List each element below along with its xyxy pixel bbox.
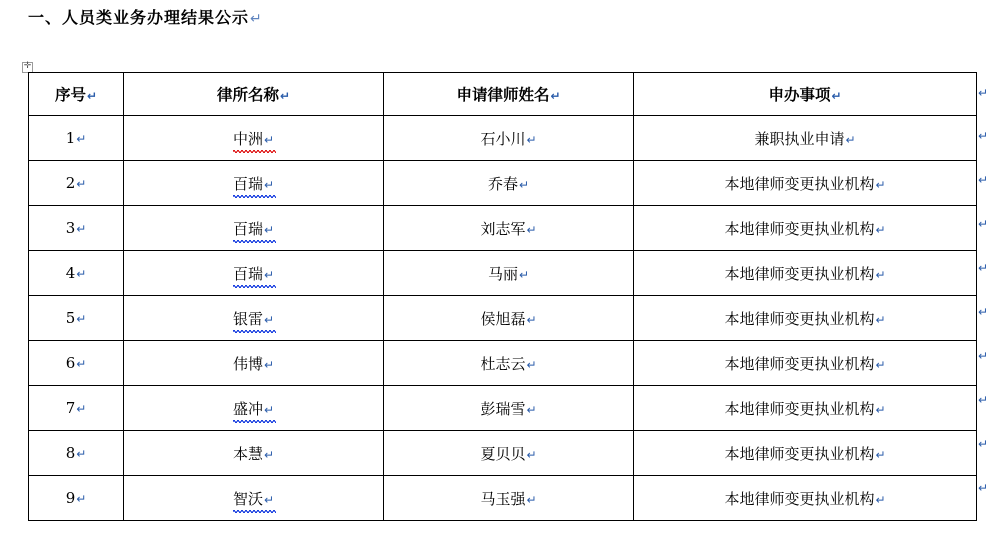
table-row xyxy=(29,296,977,341)
column-header-seq: 序号↵ xyxy=(29,73,124,116)
table-row xyxy=(29,386,977,431)
row-end-mark: ↵ xyxy=(978,437,989,451)
row-end-mark: ↵ xyxy=(978,481,989,495)
cell-item: 本地律师变更执业机构↵ xyxy=(634,341,977,386)
column-header-lawyer: 申请律师姓名↵ xyxy=(384,73,634,116)
row-end-mark: ↵ xyxy=(978,86,989,100)
cell-item: 本地律师变更执业机构↵ xyxy=(634,386,977,431)
cell-seq: 2↵ xyxy=(29,161,124,206)
cell-lawyer: 刘志军↵ xyxy=(384,206,634,251)
cell-firm: 百瑞↵ xyxy=(124,206,384,251)
cell-firm: 中洲↵ xyxy=(124,116,384,161)
column-header-firm: 律所名称↵ xyxy=(124,73,384,116)
results-table-container xyxy=(28,72,976,521)
cell-seq: 8↵ xyxy=(29,431,124,476)
cell-lawyer: 乔春↵ xyxy=(384,161,634,206)
row-end-mark: ↵ xyxy=(978,261,989,275)
cell-lawyer: 马玉强↵ xyxy=(384,476,634,521)
cell-item: 本地律师变更执业机构↵ xyxy=(634,251,977,296)
row-end-mark: ↵ xyxy=(978,129,989,143)
row-end-mark: ↵ xyxy=(978,349,989,363)
table-row xyxy=(29,206,977,251)
cell-item: 本地律师变更执业机构↵ xyxy=(634,206,977,251)
cell-seq: 5↵ xyxy=(29,296,124,341)
cell-firm: 本慧↵ xyxy=(124,431,384,476)
column-header-item: 申办事项↵ xyxy=(634,73,977,116)
row-end-mark: ↵ xyxy=(978,173,989,187)
row-end-mark: ↵ xyxy=(978,305,989,319)
cell-seq: 6↵ xyxy=(29,341,124,386)
cell-firm: 盛冲↵ xyxy=(124,386,384,431)
cell-lawyer: 侯旭磊↵ xyxy=(384,296,634,341)
cell-item: 本地律师变更执业机构↵ xyxy=(634,476,977,521)
table-row xyxy=(29,161,977,206)
cell-item: 本地律师变更执业机构↵ xyxy=(634,161,977,206)
cell-item: 本地律师变更执业机构↵ xyxy=(634,296,977,341)
table-row xyxy=(29,116,977,161)
table-row xyxy=(29,476,977,521)
row-end-marks xyxy=(978,72,1002,510)
cell-lawyer: 彭瑞雪↵ xyxy=(384,386,634,431)
table-body xyxy=(29,116,977,521)
cell-firm: 银雷↵ xyxy=(124,296,384,341)
cell-firm: 百瑞↵ xyxy=(124,251,384,296)
page-title xyxy=(28,5,263,28)
cell-item: 兼职执业申请↵ xyxy=(634,116,977,161)
cell-seq: 3↵ xyxy=(29,206,124,251)
results-table xyxy=(28,72,977,521)
cell-lawyer: 杜志云↵ xyxy=(384,341,634,386)
cell-seq: 9↵ xyxy=(29,476,124,521)
table-row xyxy=(29,431,977,476)
page-title-text: 一、人员类业务办理结果公示 xyxy=(28,8,250,27)
cell-firm: 百瑞↵ xyxy=(124,161,384,206)
cell-item: 本地律师变更执业机构↵ xyxy=(634,431,977,476)
cell-seq: 7↵ xyxy=(29,386,124,431)
cell-lawyer: 夏贝贝↵ xyxy=(384,431,634,476)
paragraph-mark-icon: ↵ xyxy=(250,11,263,27)
cell-lawyer: 马丽↵ xyxy=(384,251,634,296)
cell-lawyer: 石小川↵ xyxy=(384,116,634,161)
cell-seq: 1↵ xyxy=(29,116,124,161)
cell-firm: 伟博↵ xyxy=(124,341,384,386)
cell-firm: 智沃↵ xyxy=(124,476,384,521)
table-header-row xyxy=(29,73,977,116)
table-row xyxy=(29,251,977,296)
table-row xyxy=(29,341,977,386)
cell-seq: 4↵ xyxy=(29,251,124,296)
row-end-mark: ↵ xyxy=(978,217,989,231)
row-end-mark: ↵ xyxy=(978,393,989,407)
